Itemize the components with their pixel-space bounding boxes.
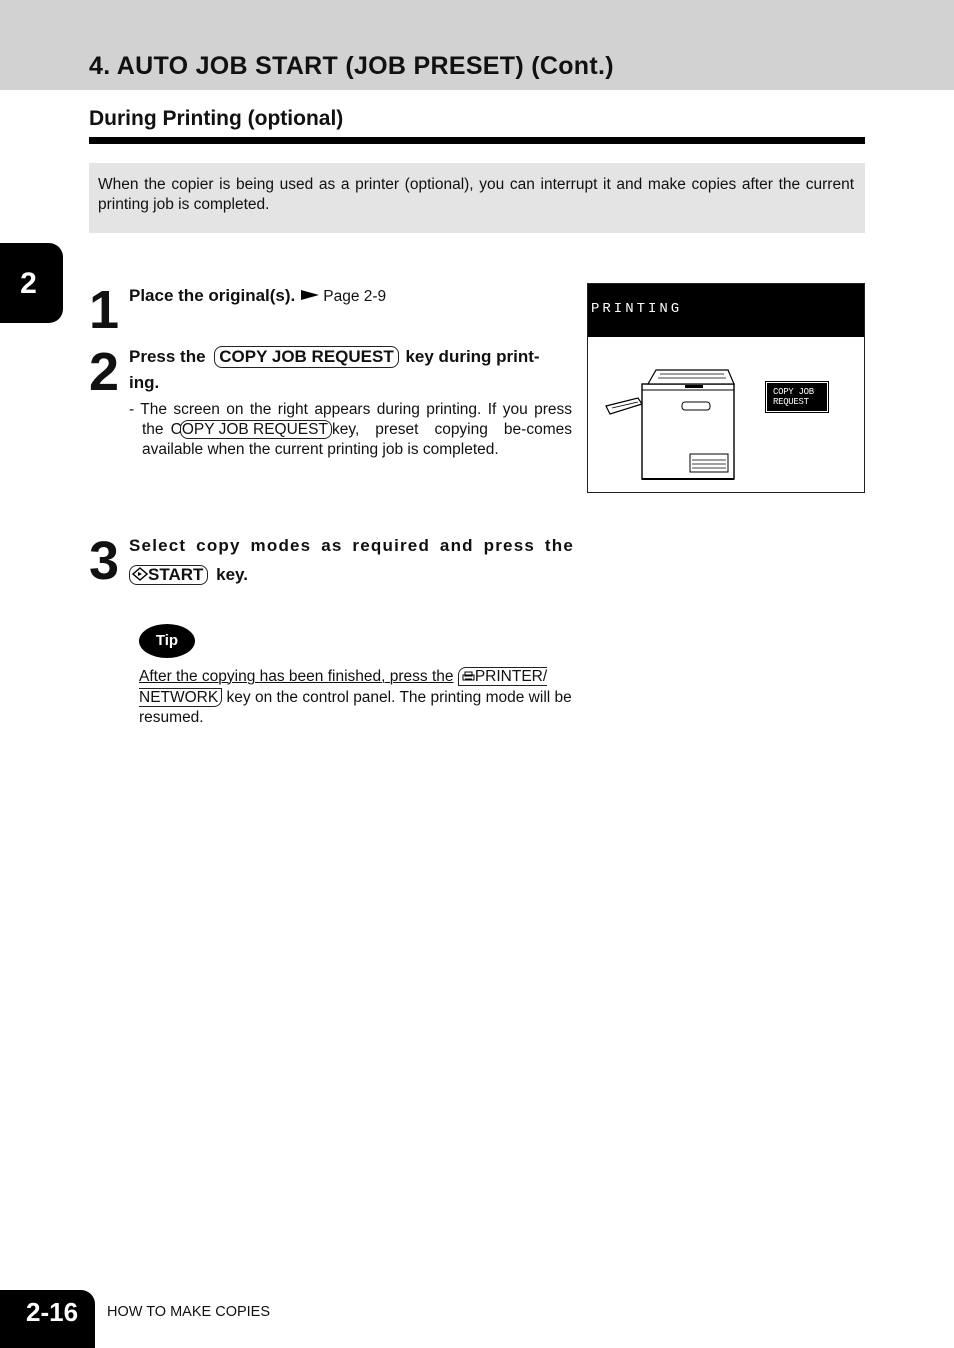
step-2-label-before: Press the: [129, 347, 206, 366]
step-number-1: 1: [89, 280, 118, 340]
printer-network-key-label-1: PRINTER/: [474, 668, 548, 685]
section-title: During Printing (optional): [89, 107, 344, 130]
copier-illustration: [602, 368, 742, 483]
step-1-text: [129, 283, 579, 310]
step-3-line1: Select copy modes as required and press the: [129, 536, 574, 555]
step-3-text: [129, 533, 574, 588]
page-title: 4. AUTO JOB START (JOB PRESET) (Cont.): [89, 52, 614, 80]
section-rule: [89, 137, 865, 144]
start-key-label: START: [148, 565, 204, 584]
step-3-after: key.: [216, 565, 248, 584]
tip-badge: Tip: [139, 624, 195, 658]
screen-button-label: COPY JOB REQUEST: [773, 387, 814, 407]
screen-title-bar: [588, 284, 864, 337]
step-2-bullet: [129, 400, 572, 460]
start-diamond-icon: [132, 567, 148, 581]
bullet-paragraph: [129, 400, 572, 460]
printer-icon: [462, 671, 475, 682]
copy-job-request-key-inline: COPY JOB REQUEST: [180, 420, 332, 439]
copy-job-request-key: COPY JOB REQUEST: [214, 346, 398, 368]
step-2-line1-tail: key during print-: [405, 347, 540, 366]
screen-title: PRINTING: [591, 301, 683, 317]
step-number-2: 2: [89, 342, 118, 402]
tip-text-before: After the copying has been finished, press the: [139, 668, 454, 685]
bullet-text-before: - The screen on the right appears during printing. If you press the: [129, 401, 572, 438]
printer-network-key-part2: NETWORK: [139, 688, 222, 707]
step-1-label: Place the original(s).: [129, 286, 296, 305]
step-3-line2: [129, 562, 574, 588]
arrow-right-icon: [301, 290, 319, 300]
chapter-tab: 2: [0, 243, 63, 323]
tip-text-after: key on the control panel. The printing mode will be resumed.: [139, 688, 572, 726]
start-key: [129, 565, 208, 585]
copy-job-request-screen-button[interactable]: [767, 383, 827, 411]
note-text: When the copier is being used as a printer (optional), you can interrupt it and make copies after the current printing job is completed.: [98, 176, 854, 213]
step-number-3: 3: [89, 531, 118, 591]
tip-text: [139, 667, 573, 729]
step-2-text: [129, 344, 573, 396]
step-2-line2: ing.: [129, 373, 160, 392]
printer-network-key-part1: [458, 667, 547, 686]
page-reference: Page 2-9: [323, 288, 387, 305]
bullet-text-after: key, preset copying be-comes available when the current printing job is completed.: [142, 421, 572, 458]
printing-screen: [587, 283, 865, 493]
footer-page-number: 2-16: [26, 1297, 79, 1327]
footer-label: HOW TO MAKE COPIES: [107, 1304, 271, 1320]
note-box: [89, 163, 865, 233]
